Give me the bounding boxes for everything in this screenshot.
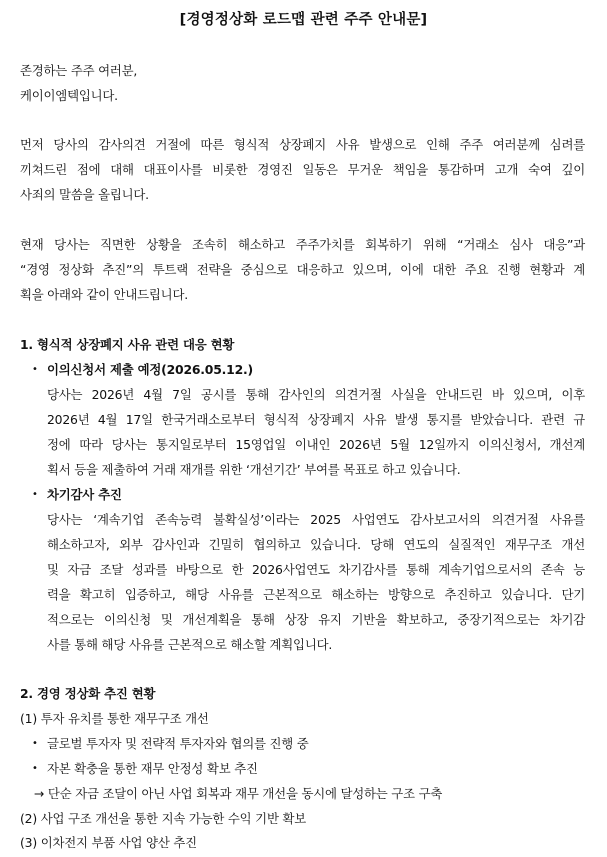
bullet-mark: •: [32, 738, 38, 749]
apology-line: 사죄의 말씀을 올립니다.: [20, 187, 149, 202]
next-audit-paragraph-line: 사를 통해 해당 사유를 근본적으로 해소할 계획입니다.: [47, 637, 333, 652]
next-audit-paragraph-line: 적으로는 이의신청 및 개선계획을 통해 상장 유지 기반을 확보하고, 중장기적으로는 차기감: [47, 612, 585, 627]
objection-filing-title: 이의신청서 제출 예정(2026.05.12.): [47, 362, 253, 377]
strategy-line: 현재 당사는 직면한 상황을 조속히 해소하고 주주가치를 회복하기 위해 “거래소 심사 대응”과: [20, 237, 585, 252]
objection-paragraph-line: 당사는 2026년 4월 7일 공시를 통해 감사인의 의견거절 사실을 안내드린 바 있으며, 이후: [47, 387, 585, 402]
subsection-investment: (1) 투자 유치를 통한 재무구조 개선: [20, 711, 209, 726]
apology-line: 끼쳐드린 점에 대해 대표이사를 비롯한 경영진 일동은 무거운 책임을 통감하며 고개 숙여 깊이: [20, 162, 585, 177]
company-line: 케이이엠텍입니다.: [20, 88, 118, 103]
next-audit-title: 차기감사 추진: [47, 487, 122, 502]
subsection-business-structure: (2) 사업 구조 개선을 통한 지속 가능한 수익 기반 확보: [20, 811, 306, 826]
next-audit-paragraph-line: 및 자금 조달 성과를 바탕으로 한 2026사업연도 차기감사를 통해 계속기업으로서의 존속 능: [47, 562, 585, 577]
next-audit-paragraph-line: 력을 확고히 입증하고, 해당 사유를 근본적으로 해소하는 방향으로 추진하고 있습니다. 단기: [47, 587, 585, 602]
investment-bullet: 자본 확충을 통한 재무 안정성 확보 추진: [47, 761, 258, 776]
objection-paragraph-line: 획서 등을 제출하여 거래 재개를 위한 ‘개선기간’ 부여를 목표로 하고 있습니다.: [47, 462, 461, 477]
subsection-battery-parts: (3) 이차전지 부품 사업 양산 추진: [20, 835, 197, 850]
next-audit-paragraph-line: 당사는 ‘계속기업 존속능력 불확실성’이라는 2025 사업연도 감사보고서의 의견거절 사유를: [47, 512, 585, 527]
section-2-heading: 2. 경영 정상화 추진 현황: [20, 686, 156, 701]
bullet-mark: •: [32, 489, 38, 500]
investment-bullet: 글로벌 투자자 및 전략적 투자자와 협의를 진행 중: [47, 736, 309, 751]
document-title: [경영정상화 로드맵 관련 주주 안내문]: [179, 12, 428, 28]
next-audit-paragraph-line: 해소하고자, 외부 감사인과 긴밀히 협의하고 있습니다. 당해 연도의 실질적인 재무구조 개선: [47, 537, 585, 552]
bullet-mark: •: [32, 364, 38, 375]
greeting-line: 존경하는 주주 여러분,: [20, 63, 138, 78]
arrow-summary-line: → 단순 자금 조달이 아닌 사업 회복과 재무 개선을 동시에 달성하는 구조 구축: [34, 786, 443, 801]
objection-paragraph-line: 정에 따라 당사는 통지일로부터 15영업일 이내인 2026년 5월 12일까지 이의신청서, 개선계: [47, 437, 585, 452]
bullet-mark: •: [32, 763, 38, 774]
section-1-heading: 1. 형식적 상장폐지 사유 관련 대응 현황: [20, 337, 235, 352]
strategy-line: “경영 정상화 추진”의 투트랙 전략을 중심으로 대응하고 있으며, 이에 대한 주요 진행 현황과 계: [20, 262, 585, 277]
apology-line: 먼저 당사의 감사의견 거절에 따른 형식적 상장폐지 사유 발생으로 인해 주주 여러분께 심려를: [20, 137, 585, 152]
strategy-line: 획을 아래와 같이 안내드립니다.: [20, 287, 188, 302]
objection-paragraph-line: 2026년 4월 17일 한국거래소로부터 형식적 상장폐지 사유 발생 통지를 받았습니다. 관련 규: [47, 412, 585, 427]
